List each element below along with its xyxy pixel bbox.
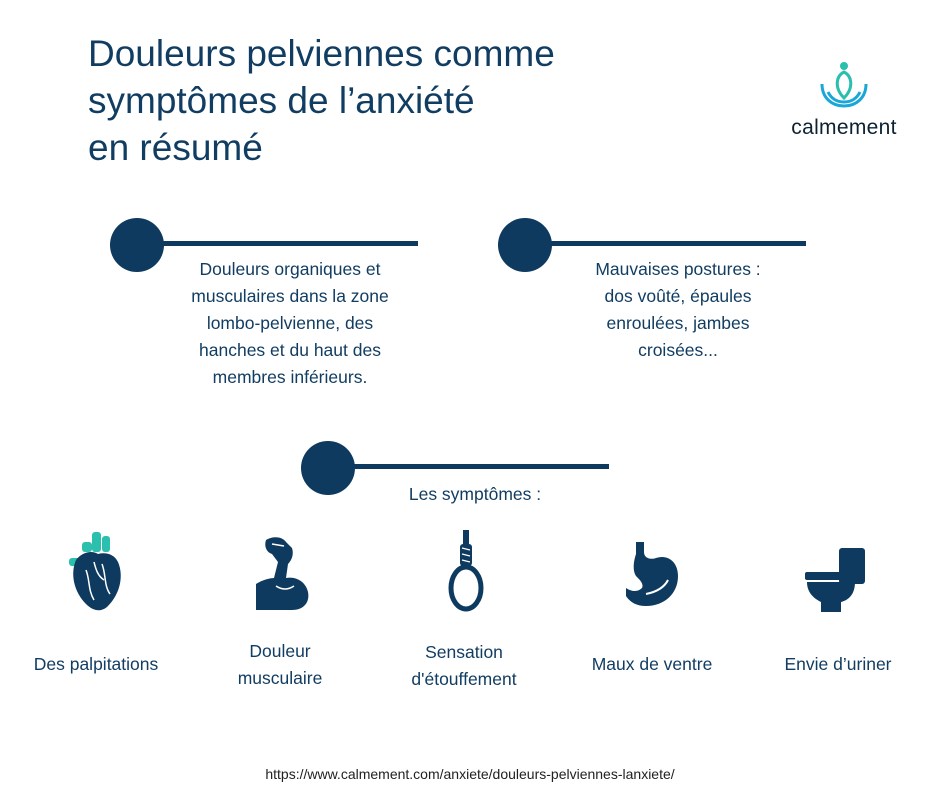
symptom-label: Des palpitations	[33, 654, 159, 674]
footer-url[interactable]: https://www.calmement.com/anxiete/douleurs-pelviennes-lanxiete/	[265, 766, 675, 782]
symptom-label: Douleur musculaire	[237, 641, 323, 688]
heart-icon	[64, 530, 134, 614]
bullet-line	[548, 241, 806, 246]
cause-text-organic: Douleurs organiques et musculaires dans la zone lombo-pelvienne, des hanches et du haut des membres inférieurs.	[191, 259, 389, 387]
bullet-line	[351, 464, 609, 469]
stomach-icon	[622, 540, 682, 610]
symptoms-heading: Les symptômes :	[408, 484, 542, 504]
symptom-label: Maux de ventre	[591, 654, 713, 674]
brand-name: calmement	[791, 116, 897, 139]
cause-text-posture: Mauvaises postures : dos voûté, épaules enroulées, jambes croisées...	[595, 259, 761, 360]
bullet-line	[160, 241, 418, 246]
title-line-3: en résumé	[88, 127, 263, 168]
title-line-1: Douleurs pelviennes comme	[88, 33, 555, 74]
lotus-meditation-icon	[814, 58, 874, 114]
flexed-arm-icon	[252, 534, 312, 614]
noose-icon	[446, 530, 486, 614]
symptom-label: Sensation d'étouffement	[411, 642, 517, 689]
brand-logo[interactable]	[782, 58, 912, 144]
toilet-icon	[805, 548, 865, 614]
title-line-2: symptômes de l’anxiété	[88, 80, 475, 121]
symptom-label: Envie d’uriner	[784, 654, 892, 674]
page-title	[88, 30, 728, 171]
